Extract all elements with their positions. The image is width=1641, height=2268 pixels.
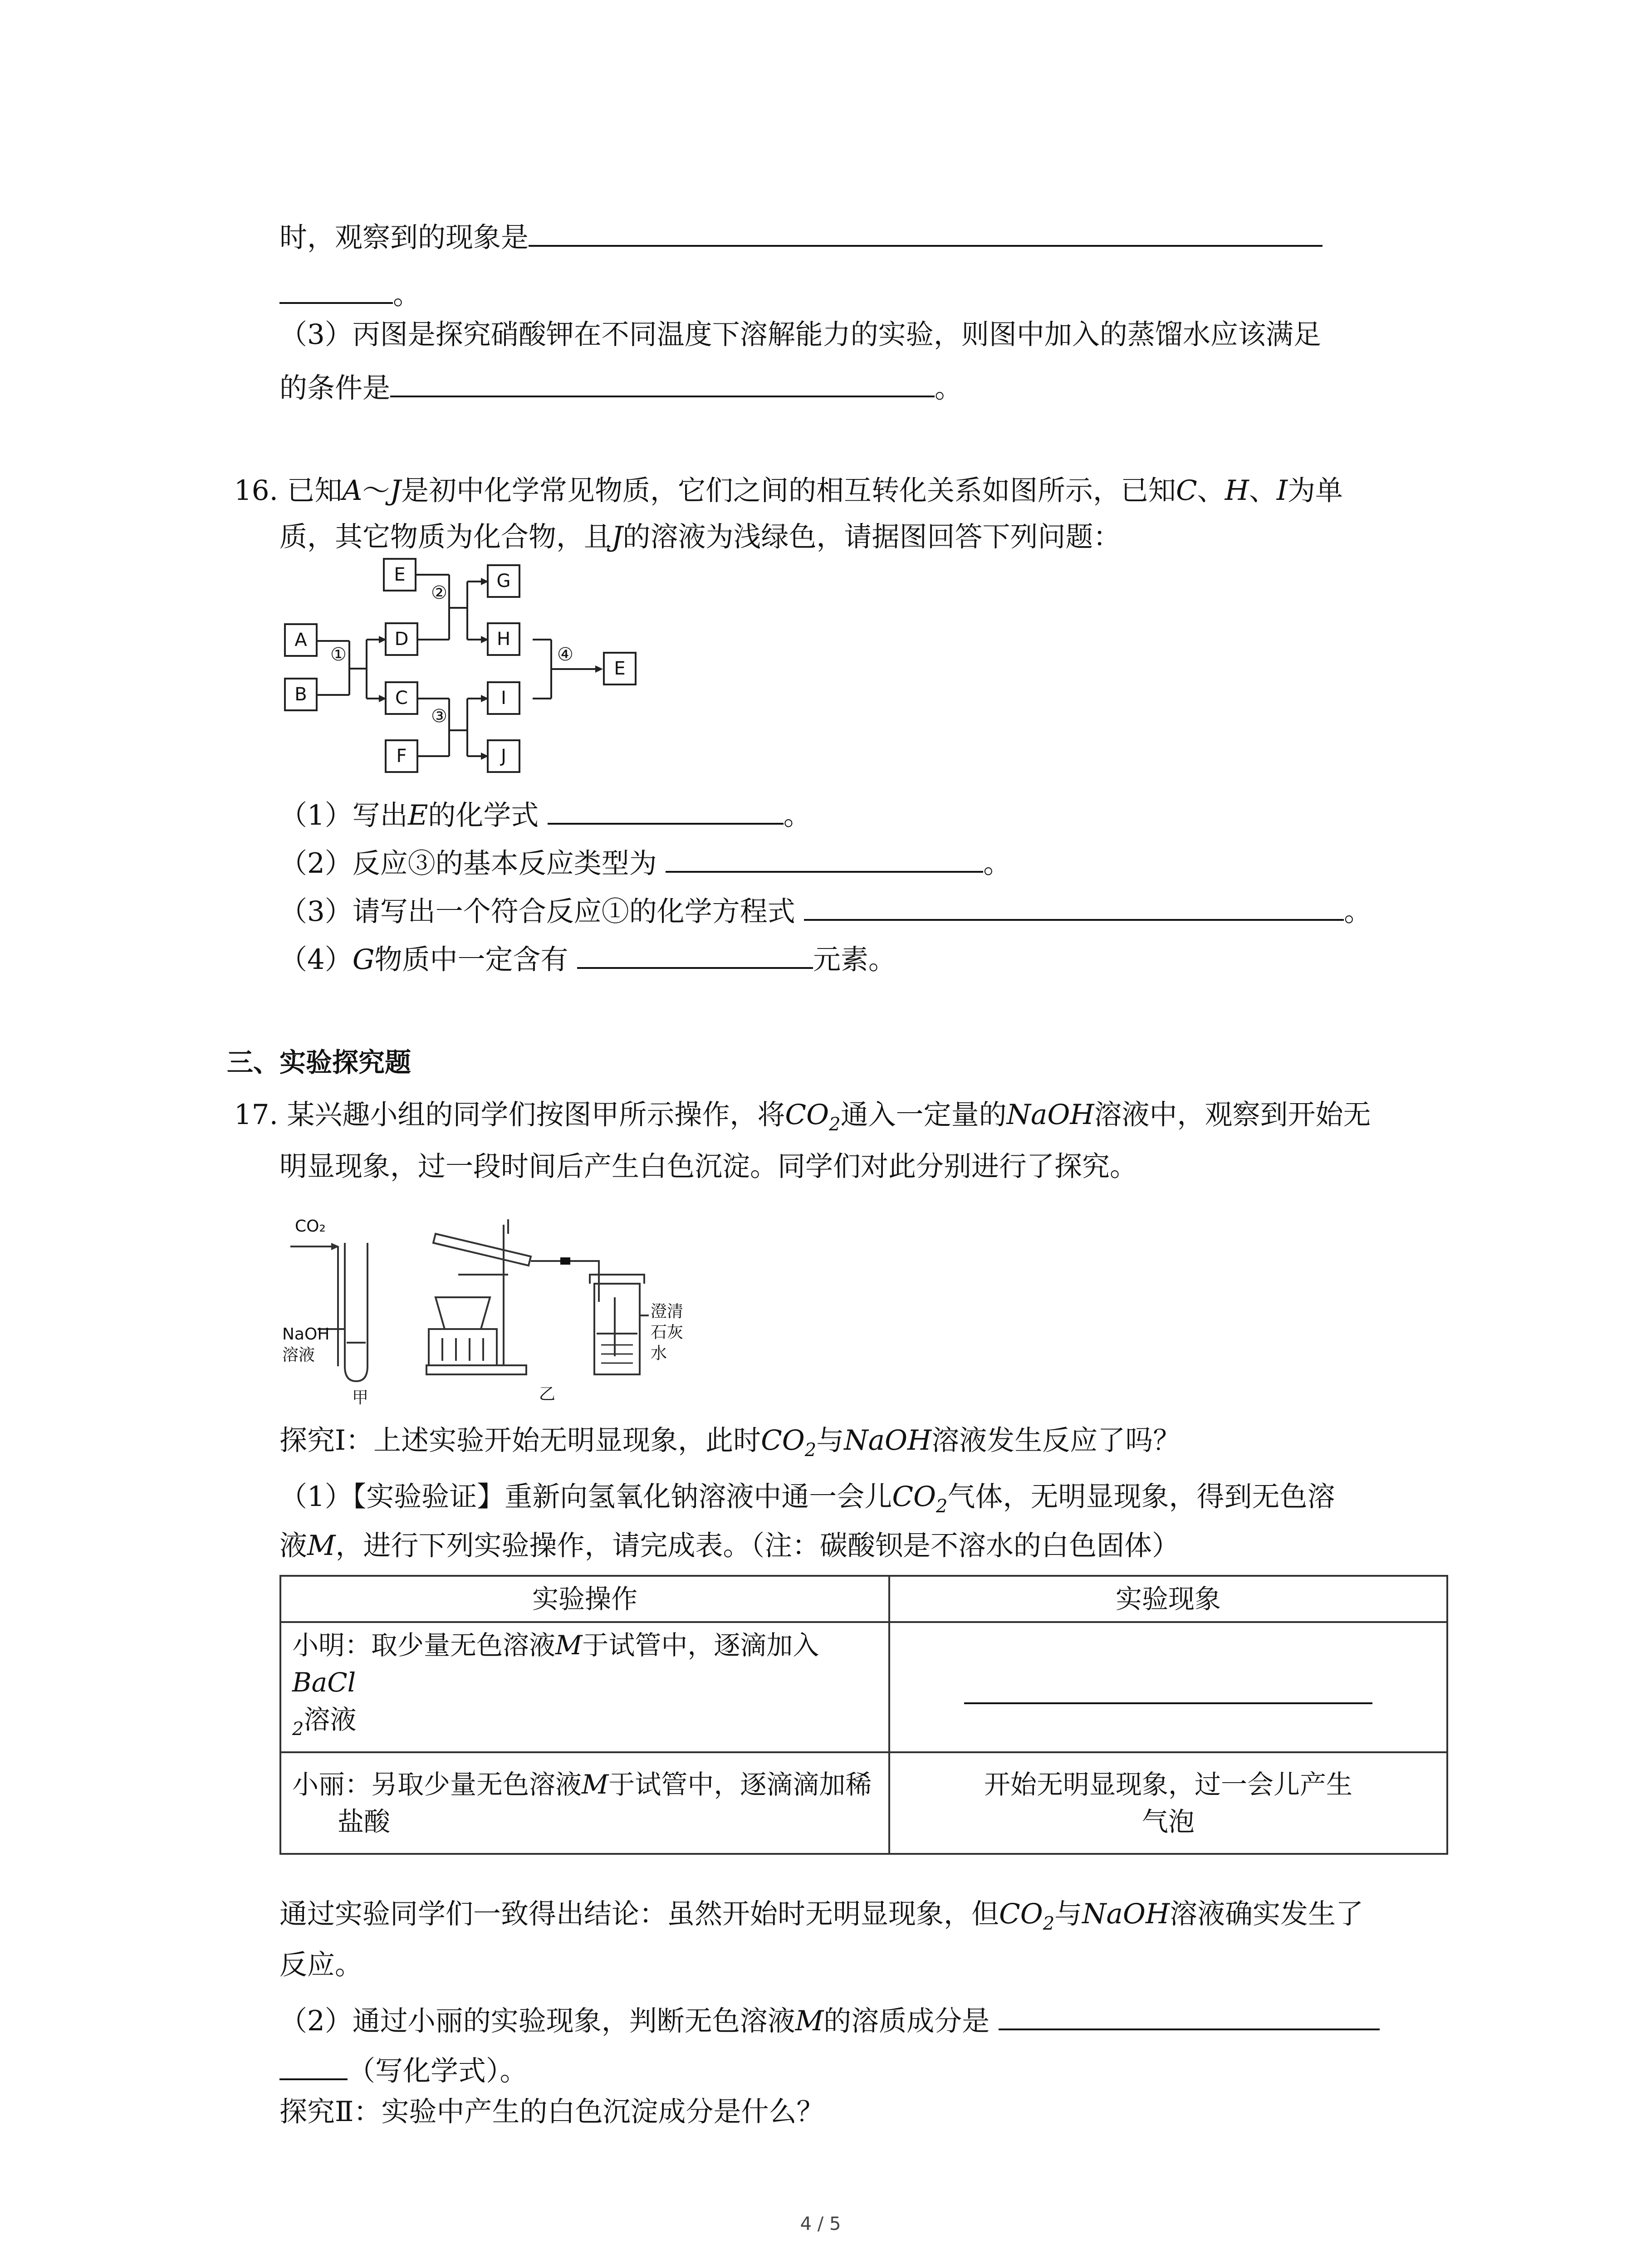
label-jia: 甲 bbox=[352, 1388, 369, 1407]
label-limewater-1: 澄清 bbox=[651, 1302, 684, 1321]
answer-blank[interactable] bbox=[964, 1661, 1372, 1704]
reaction-2-label: ② bbox=[431, 582, 447, 603]
box-h: H bbox=[487, 622, 520, 656]
q17-line2: 明显现象，过一段时间后产生白色沉淀。同学们对此分别进行了探究。 bbox=[279, 1150, 1138, 1183]
q17-part2-line2: （写化学式）。 bbox=[279, 2050, 528, 2090]
label-limewater-3: 水 bbox=[651, 1344, 667, 1363]
label-limewater-2: 石灰 bbox=[651, 1323, 684, 1342]
table-row bbox=[280, 1752, 1447, 1854]
q15-part3-line2: 的条件是 。 bbox=[279, 367, 962, 407]
box-e-result: E bbox=[603, 652, 637, 685]
box-i: I bbox=[487, 681, 520, 715]
table-header-row bbox=[280, 1576, 1447, 1622]
q16-line2: 质，其它物质为化合物，且J的溶液为浅绿色，请据图回答下列问题： bbox=[279, 521, 1121, 553]
page-number: 4 / 5 bbox=[800, 2214, 841, 2234]
label-yi: 乙 bbox=[539, 1385, 556, 1403]
q17-part2-line1: （2）通过小丽的实验现象，判断无色溶液M的溶质成分是 bbox=[279, 2000, 1380, 2040]
box-d: D bbox=[385, 622, 418, 656]
box-g: G bbox=[487, 564, 520, 598]
q17-part1-line1: （1）【实验验证】重新向氢氧化钠溶液中通一会儿$CO_2$气体，无明显现象，得到无色溶 bbox=[279, 1481, 1335, 1517]
label-co2: CO₂ bbox=[295, 1217, 326, 1236]
q16-sub4: （4）G物质中一定含有 元素。 bbox=[279, 939, 896, 979]
q16-sub1: （1）写出E的化学式 。 bbox=[279, 795, 811, 835]
q17-part1-line2: 液M，进行下列实验操作，请完成表。（注：碳酸钡是不溶水的白色固体） bbox=[279, 1530, 1180, 1562]
box-a: A bbox=[284, 623, 318, 657]
q15-line1: 时，观察到的现象是 bbox=[279, 217, 1323, 257]
box-b: B bbox=[284, 678, 318, 711]
conclusion-line1: 通过实验同学们一致得出结论：虽然开始时无明显现象，但$CO_2$与NaOH溶液确实发生了 bbox=[279, 1898, 1364, 1934]
conclusion-line2: 反应。 bbox=[279, 1949, 363, 1981]
q15-line2: 。 bbox=[279, 274, 421, 314]
label-solution: 溶液 bbox=[282, 1346, 315, 1364]
reaction-1-label: ① bbox=[330, 644, 347, 665]
experiment-table bbox=[279, 1575, 1448, 1855]
box-c: C bbox=[385, 681, 418, 715]
table-cell: 开始无明显现象，过一会儿产生 气泡 bbox=[889, 1752, 1447, 1854]
label-naoh: NaOH bbox=[282, 1325, 330, 1344]
reaction-3-label: ③ bbox=[431, 706, 447, 727]
reaction-4-label: ④ bbox=[557, 644, 573, 665]
section-title: 三、实验探究题 bbox=[227, 1047, 411, 1078]
q16-sub3: （3）请写出一个符合反应①的化学方程式 。 bbox=[279, 891, 1372, 931]
answer-blank[interactable] bbox=[279, 2050, 348, 2080]
q17-line1: 17. 某兴趣小组的同学们按图甲所示操作，将$CO_2$通入一定量的NaOH溶液中，观察到开始无 bbox=[234, 1099, 1371, 1135]
box-e-top: E bbox=[383, 558, 416, 591]
q15-part3-line1: （3）丙图是探究硝酸钾在不同温度下溶解能力的实验，则图中加入的蒸馏水应该满足 bbox=[279, 318, 1321, 351]
table-cell: 小丽：另取少量无色溶液M于试管中，逐滴滴加稀 盐酸 bbox=[280, 1752, 889, 1854]
explore-1: 探究Ⅰ：上述实验开始无明显现象，此时$CO_2$与NaOH溶液发生反应了吗？ bbox=[279, 1424, 1181, 1461]
q16-line1: 16. 已知A～J是初中化学常见物质，它们之间的相互转化关系如图所示，已知C、H、I为单 bbox=[234, 474, 1343, 507]
table-row bbox=[280, 1622, 1447, 1752]
answer-blank[interactable] bbox=[999, 2000, 1380, 2030]
box-f: F bbox=[385, 739, 418, 773]
q16-sub2: （2）反应③的基本反应类型为 。 bbox=[279, 843, 1011, 883]
table-header: 实验现象 bbox=[889, 1576, 1447, 1622]
table-cell: 小明：取少量无色溶液M于试管中，逐滴加入BaCl $_2$溶液 bbox=[280, 1622, 889, 1752]
explore-2: 探究Ⅱ：实验中产生的白色沉淀成分是什么？ bbox=[279, 2096, 824, 2128]
table-header: 实验操作 bbox=[280, 1576, 889, 1622]
box-j: J bbox=[487, 739, 520, 773]
table-cell bbox=[889, 1622, 1447, 1752]
